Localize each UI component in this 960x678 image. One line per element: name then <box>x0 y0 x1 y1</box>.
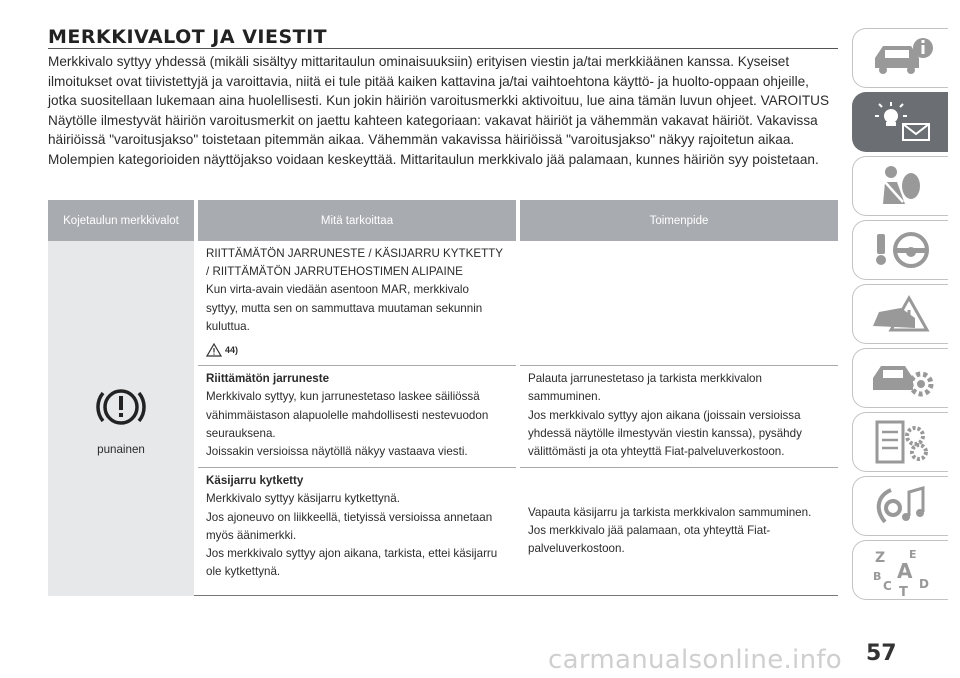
index-letter: T <box>898 585 908 596</box>
emergency-icon <box>865 290 937 338</box>
indicator-cell <box>48 241 194 596</box>
index-letter: A <box>896 559 912 583</box>
tab-safety[interactable] <box>852 156 948 216</box>
row2-line: seurauksena. <box>206 426 276 440</box>
indicator-color-label: punainen <box>97 443 145 457</box>
watermark: carmanualsonline.info <box>548 645 843 675</box>
chapter-sidebar <box>852 28 948 604</box>
row3-line: Jos ajoneuvo on liikkeellä, tietyissä versioissa annetaan <box>206 510 493 524</box>
tab-maintenance[interactable] <box>852 348 948 408</box>
page-number: 57 <box>866 641 897 666</box>
action-cell <box>520 241 838 366</box>
tab-multimedia[interactable] <box>852 476 948 536</box>
maintenance-car-icon <box>865 354 937 402</box>
header-indicator: Kojetaulun merkkivalot <box>48 200 194 241</box>
warning-light-table <box>48 200 838 596</box>
row3-line: myös äänimerkki. <box>206 528 297 542</box>
warning-lights-messages-icon <box>865 98 937 146</box>
index-letter: B <box>872 570 881 583</box>
row2-line: Joissakin versioissa näytöllä näkyy vastaava viesti. <box>206 445 468 459</box>
meaning-cell <box>198 241 516 366</box>
row2-action-line: välittömästi ja ota yhteyttä Fiat-palveluverkostoon. <box>528 445 785 459</box>
row-heading: Käsijarru kytketty <box>206 474 304 488</box>
index-letter: Z <box>874 550 885 566</box>
meaning-cell <box>198 468 516 596</box>
header-meaning: Mitä tarkoittaa <box>198 200 516 241</box>
row2-action-line: sammuminen. <box>528 390 601 404</box>
multimedia-icon <box>865 482 937 530</box>
row3-action-line: Vapauta käsijarru ja tarkista merkkivalon sammuminen. <box>528 505 812 519</box>
index-letter: C <box>882 579 892 593</box>
row2-action-line: yhdessä näytölle ilmestyvän viestin kanssa), pysähdy <box>528 426 802 440</box>
action-cell <box>520 468 838 596</box>
warning-reference <box>206 341 512 359</box>
row-heading: Riittämätön jarruneste <box>206 372 330 386</box>
index-letter: D <box>918 577 929 591</box>
row3-line: Jos merkkivalo syttyy ajon aikana, tarkista, ettei käsijarru <box>206 547 498 561</box>
tab-warning-lights[interactable] <box>852 92 948 152</box>
title-divider <box>48 48 838 49</box>
safety-airbag-icon <box>865 162 937 210</box>
index-icon <box>865 544 937 596</box>
table-row <box>48 241 838 366</box>
tab-technical-data[interactable] <box>852 412 948 472</box>
row2-action-line: Palauta jarrunestetaso ja tarkista merkkivalon <box>528 372 762 386</box>
warning-triangle-icon <box>206 343 222 357</box>
row3-action-line: palveluverkostoon. <box>528 541 625 555</box>
warning-reference-number: 44) <box>225 345 239 356</box>
intro-paragraph: Merkkivalo syttyy yhdessä (mikäli sisältyy mittaritaulun ominaisuuksiin) erityisen viestin ja/tai merkkiäänen kanssa. Kyseiset ilmoitukset ovat tiivistettyjä ja varoittavia, niitä ei tule pitää kaiken kattavina ja/tai vaihtoehtona käyttö- ja huolto-oppaan ohjeille, jotka suositellaan lukemaan aina huolellisesti. Kun jokin häiriön varoitusmerkki aktivoituu, lue aina tämän luvun ohjeet. VAROITUS Näytölle ilmestyvät häiriön varoitusmerkit on jaettu kahteen kategoriaan: vakavat häiriöt ja vähemmän vakavat häiriöt. Vakavissa häiriöissä "varoitusjakso" toistetaan pitemmän aikaa. Vähemmän vakavissa häiriöissä "varoitusjakso" näkyy rajoitetun aikaa. Molempien kategorioiden näyttöjakso voidaan keskeyttää. Mittaritaulun merkkivalo jää palamaan, kunnes häiriön syy poistetaan. <box>48 54 830 167</box>
row3-line: Merkkivalo syttyy käsijarru kytkettynä. <box>206 492 400 506</box>
row3-line: ole kytkettynä. <box>206 565 281 579</box>
action-cell <box>520 366 838 468</box>
row1-line: RIITTÄMÄTÖN JARRUNESTE / KÄSIJARRU KYTKETTY <box>206 247 503 260</box>
meaning-cell <box>198 366 516 468</box>
row3-action-line: Jos merkkivalo jää palamaan, ota yhteyttä Fiat- <box>528 523 771 537</box>
tab-emergency[interactable] <box>852 284 948 344</box>
row2-line: vähimmäistason alapuolelle mahdollisesti nestevuodon <box>206 408 489 422</box>
row1-line: Kun virta-avain viedään asentoon MAR, merkkivalo <box>206 283 469 297</box>
technical-data-icon <box>865 418 937 466</box>
index-letter: E <box>908 548 917 561</box>
tab-starting-driving[interactable] <box>852 220 948 280</box>
page-title: MERKKIVALOT JA VIESTIT <box>48 26 328 48</box>
row2-action-line: Jos merkkivalo syttyy ajon aikana (joissain versioissa <box>528 408 801 422</box>
starting-driving-icon <box>865 226 937 274</box>
table-header-row <box>48 200 838 241</box>
row1-line: kuluttua. <box>206 319 250 333</box>
car-info-icon <box>865 34 937 82</box>
row1-line: syttyy, mutta sen on sammuttava muutaman sekunnin <box>206 301 483 315</box>
row2-line: Merkkivalo syttyy, kun jarrunestetaso laskee säiliössä <box>206 390 480 404</box>
header-action: Toimenpide <box>520 200 838 241</box>
tab-car-info[interactable] <box>852 28 948 88</box>
tab-index[interactable] <box>852 540 948 600</box>
brake-warning-icon <box>91 377 151 437</box>
row1-line: / RIITTÄMÄTÖN JARRUTEHOSTIMEN ALIPAINE <box>206 265 463 279</box>
